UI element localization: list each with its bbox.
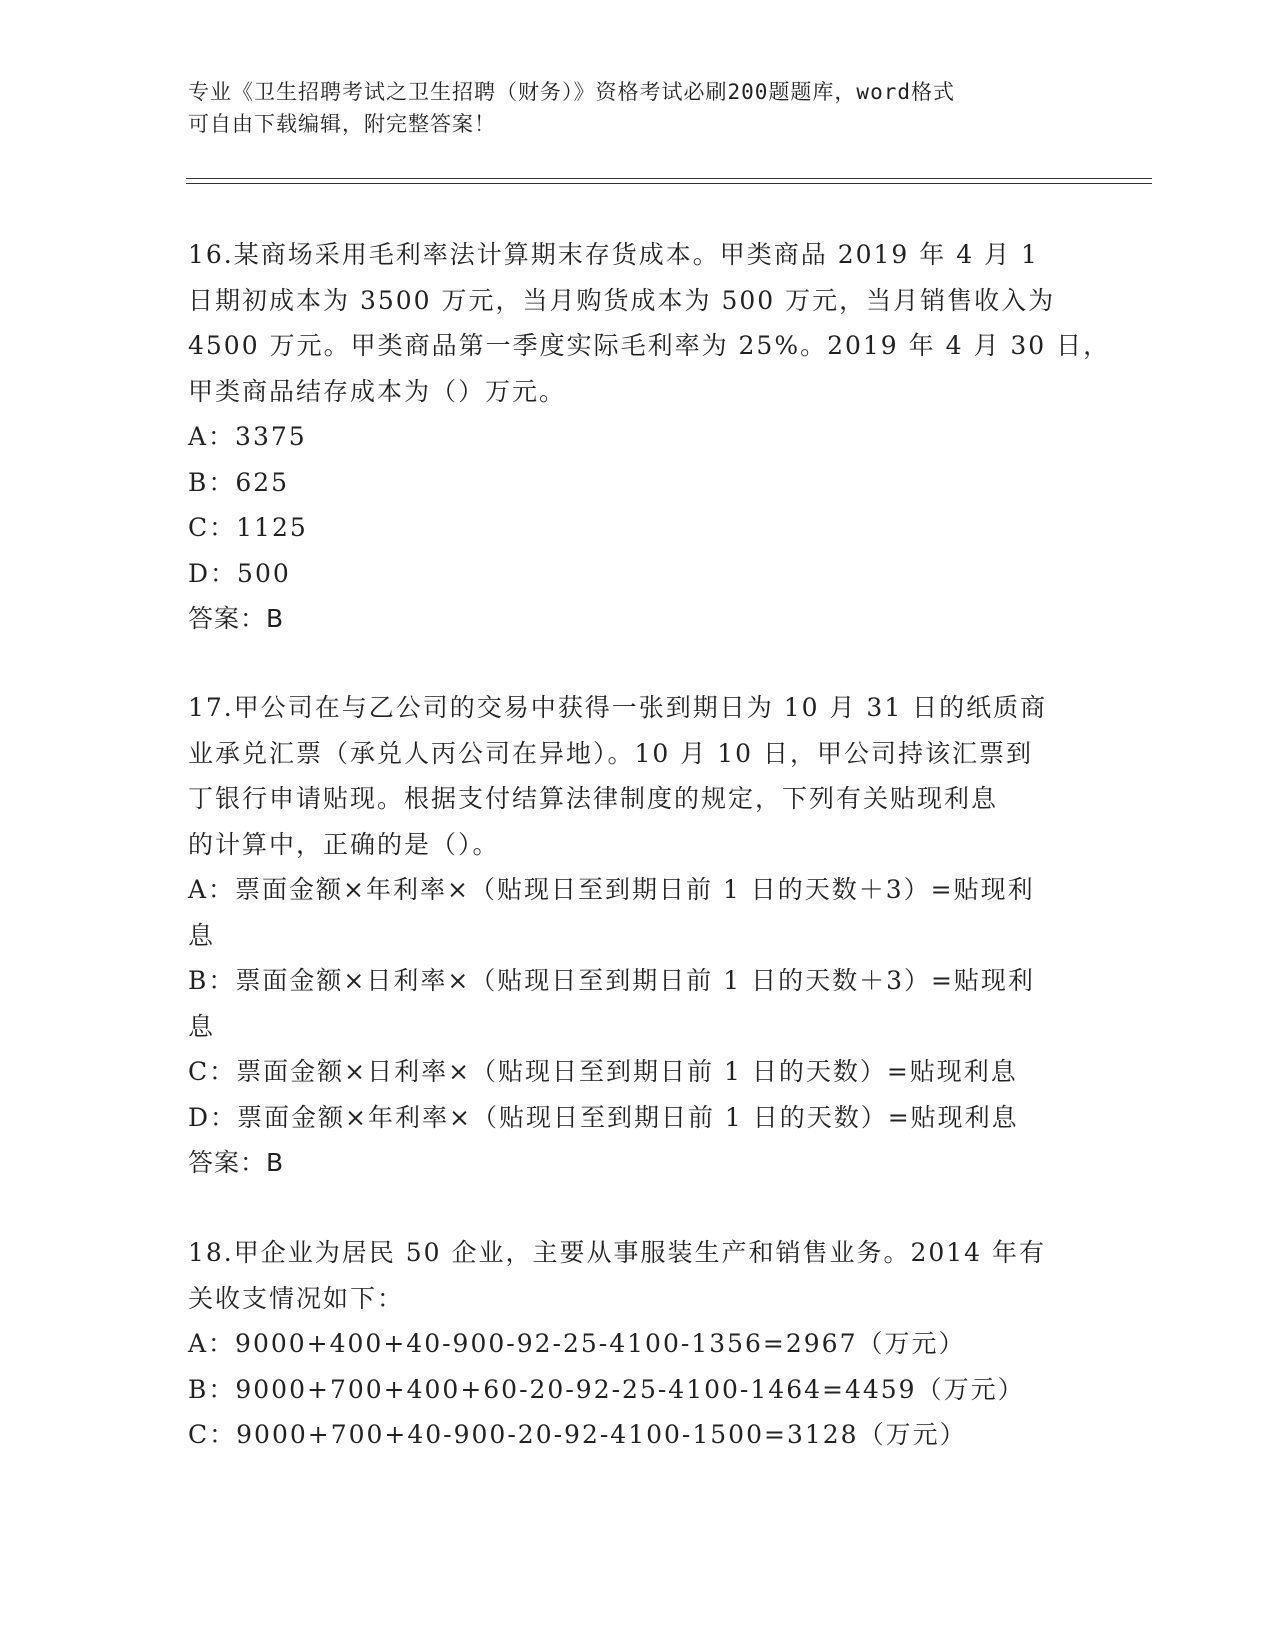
question-stem-line: 17.甲公司在与乙公司的交易中获得一张到期日为 10 月 31 日的纸质商 (188, 693, 1048, 722)
option-d: D：票面金额×年利率×（贴现日至到期日前 1 日的天数）=贴现利息 (188, 1102, 1019, 1132)
question-stem-line: 4500 万元。甲类商品第一季度实际毛利率为 25%。2019 年 4 月 30 日， (188, 331, 1111, 360)
question-17 (188, 685, 1088, 1186)
question-18 (188, 1230, 1088, 1458)
question-stem-line: 16.某商场采用毛利率法计算期末存货成本。甲类商品 2019 年 4 月 1 (188, 240, 1039, 269)
question-stem-line: 甲类商品结存成本为（）万元。 (188, 376, 567, 406)
document-header (188, 76, 1068, 140)
answer-key: 答案：B (188, 1148, 285, 1177)
option-c: C：1125 (188, 513, 308, 542)
question-stem-line: 的计算中，正确的是（）。 (188, 829, 500, 859)
option-a: A：9000+400+40-900-92-25-4100-1356=2967（万元） (188, 1329, 966, 1358)
header-divider-bottom (186, 183, 1152, 184)
header-line-2: 可自由下载编辑，附完整答案！ (188, 112, 496, 136)
option-b-continuation: 息 (188, 1011, 216, 1041)
question-stem-line: 18.甲企业为居民 50 企业，主要从事服装生产和销售业务。2014 年有 (188, 1238, 1047, 1267)
question-stem-line: 业承兑汇票（承兑人丙公司在异地）。10 月 10 日，甲公司持该汇票到 (188, 738, 1033, 768)
question-stem-line: 关收支情况如下： (188, 1283, 405, 1313)
option-a: A：票面金额×年利率×（贴现日至到期日前 1 日的天数＋3）=贴现利 (188, 875, 1035, 904)
option-a-continuation: 息 (188, 920, 216, 950)
option-d: D：500 (188, 558, 291, 588)
option-b: B：票面金额×日利率×（贴现日至到期日前 1 日的天数＋3）=贴现利 (188, 966, 1035, 995)
answer-key: 答案：B (188, 604, 285, 633)
question-stem-line: 丁银行申请贴现。根据支付结算法律制度的规定，下列有关贴现利息 (188, 784, 999, 813)
option-c: C：9000+700+40-900-20-92-4100-1500=3128（万元） (188, 1420, 967, 1449)
question-16 (188, 232, 1111, 642)
option-b: B：9000+700+400+60-20-92-25-4100-1464=4459（万元） (188, 1374, 1025, 1404)
option-c: C：票面金额×日利率×（贴现日至到期日前 1 日的天数）=贴现利息 (188, 1057, 1018, 1086)
option-a: A：3375 (188, 422, 307, 451)
header-line-1: 专业《卫生招聘考试之卫生招聘（财务）》资格考试必刷200题题库，word格式 (188, 80, 955, 104)
header-divider-top (186, 178, 1152, 179)
question-stem-line: 日期初成本为 3500 万元，当月购货成本为 500 万元，当月销售收入为 (188, 285, 1056, 315)
option-b: B：625 (188, 467, 290, 497)
